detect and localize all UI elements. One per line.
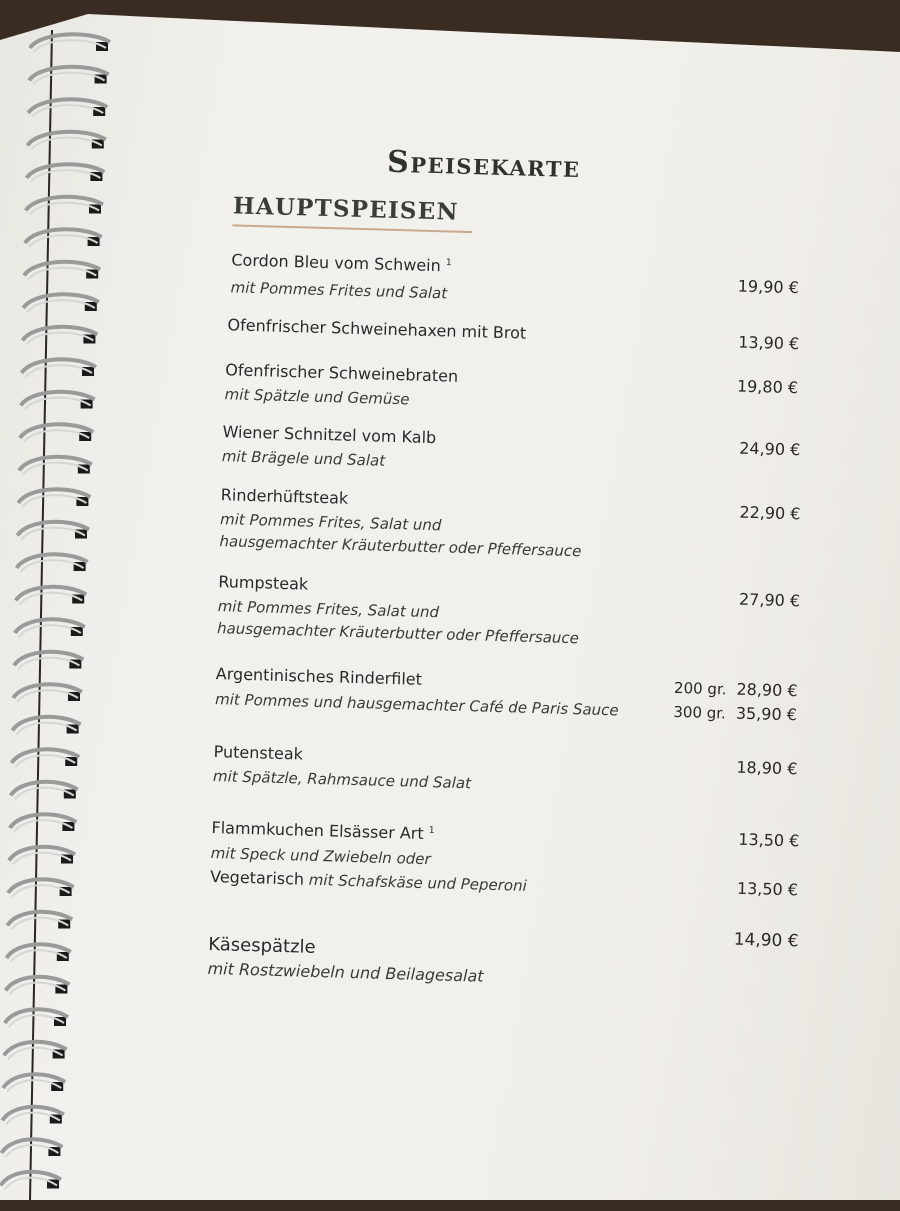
dish-name: Käsespätzle: [207, 933, 316, 958]
dish-description: mit Brägele und Salat: [221, 447, 386, 470]
dish-description: mit Spätzle, Rahmsauce und Salat: [212, 767, 472, 793]
section-divider: [232, 224, 472, 233]
dish-name: Rinderhüftsteak: [220, 485, 349, 508]
dish-price: 24,90 €: [738, 438, 801, 460]
dish-price: 27,90 €: [738, 589, 801, 611]
dish-description: mit Pommes Frites und Salat: [230, 278, 448, 303]
dish-name: Argentinisches Rinderfilet: [215, 664, 423, 689]
dish-price: 19,90 €: [737, 276, 800, 298]
dish-description-line1: mit Pommes Frites, Salat und: [219, 510, 442, 535]
dish-description: mit Spätzle und Gemüse: [224, 385, 410, 409]
dish-variant: Vegetarisch mit Schafskäse und Peperoni: [209, 867, 528, 895]
dish-price: 22,90 €: [739, 502, 801, 524]
section-heading: HAUPTSPEISEN: [232, 192, 460, 226]
dish-description-line1: mit Pommes Frites, Salat und: [217, 597, 440, 622]
variant-price: 13,50 €: [736, 878, 799, 900]
dish-price: 19,80 €: [736, 376, 799, 398]
dish-description: mit Speck und Zwiebeln oder: [210, 844, 431, 869]
dish-name: Ofenfrischer Schweinebraten: [225, 360, 459, 386]
dish-price: 13,90 €: [737, 332, 800, 354]
dish-price: 18,90 €: [736, 757, 798, 779]
variant-label: Vegetarisch: [209, 867, 305, 889]
dish-name: Cordon Bleu vom Schwein $^1$: [231, 250, 452, 276]
dish-price: 13,50 €: [738, 829, 800, 851]
dish-price-200g: 200 gr. 28,90 €: [673, 678, 798, 701]
dish-price-300g: 300 gr. 35,90 €: [673, 702, 798, 725]
dish-name: Rumpsteak: [218, 572, 309, 594]
dish-price: 14,90 €: [733, 929, 799, 952]
dish-description-line2: hausgemachter Kräuterbutter oder Pfeffersauce: [219, 532, 582, 561]
dish-name: Flammkuchen Elsässer Art $^1$: [211, 818, 435, 843]
menu-title: Speisekarte: [386, 144, 581, 186]
dish-name: Wiener Schnitzel vom Kalb: [222, 422, 437, 448]
dish-description: mit Rostzwiebeln und Beilagesalat: [207, 958, 484, 986]
dish-description-line2: hausgemachter Kräuterbutter oder Pfeffersauce: [216, 619, 580, 648]
dish-name: Ofenfrischer Schweinehaxen mit Brot: [227, 315, 527, 343]
dish-name: Putensteak: [213, 742, 304, 764]
dish-description: mit Pommes und hausgemachter Café de Paris Sauce: [214, 690, 619, 720]
